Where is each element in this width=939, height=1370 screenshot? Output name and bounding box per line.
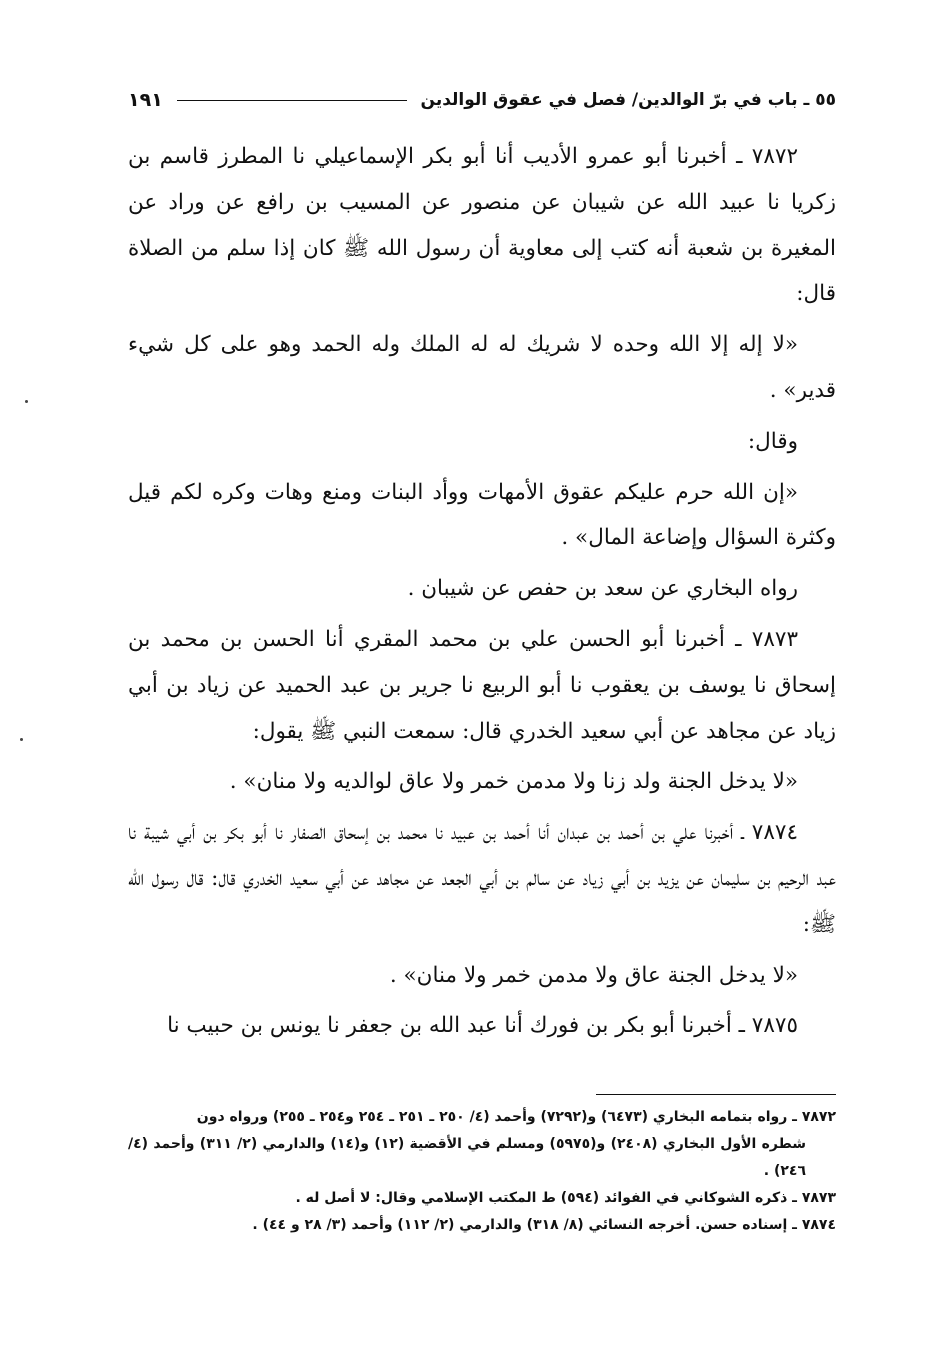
main-text (128, 134, 836, 1049)
hadith-7874: ٧٨٧٤ ـ أخبرنا علي بن أحمد بن عبدان أنا أحمد بن عبيد نا محمد بن إسحاق الصفار نا أبو بكر بن أبي شيبة نا عبد الرحيم بن سليمان عن يزيد بن أبي زياد عن سالم بن أبي الجعد عن مجاهد عن أبي سعيد الخدري قال: قال رسول الله ﷺ: (128, 820, 836, 937)
footnote-7873: ٧٨٧٣ ـ ذكره الشوكاني في الفوائد (٥٩٤) ط المكتب الإسلامي وقال: لا أصل له . (295, 1190, 836, 1206)
quote-la-yadkhul-1: «لا يدخل الجنة ولد زنا ولا مدمن خمر ولا عاق لوالديه ولا منان» . (229, 769, 798, 795)
header-rule (177, 100, 407, 101)
scan-speck (20, 738, 23, 741)
wa-qal: وقال: (747, 428, 798, 454)
footnote-7872: ٧٨٧٢ ـ رواه بتمامه البخاري (٦٤٧٣) و(٧٢٩٢) وأحمد (٤/ ٢٥٠ ـ ٢٥١ ـ ٢٥٤ و٢٥٤ ـ ٢٥٥) ورواه دون (196, 1109, 836, 1125)
page-number: ١٩١ (128, 89, 163, 111)
hadith-7872: ٧٨٧٢ ـ أخبرنا أبو عمرو الأديب أنا أبو بكر الإسماعيلي نا المطرز قاسم بن زكريا نا عبيد الله عن شيبان عن منصور عن المسيب بن رافع عن وراد عن المغيرة بن شعبة أنه كتب إلى معاوية أن رسول الله ﷺ كان إذا سلم من الصلاة قال: (128, 144, 836, 307)
quote-tahlil: «لا إله إلا الله وحده لا شريك له له الملك وله الحمد وهو على كل شيء قدير» . (128, 332, 836, 403)
header-title: ٥٥ ـ باب في برّ الوالدين/ فصل في عقوق الوالدين (420, 90, 836, 110)
footnote-rule (596, 1094, 836, 1095)
scan-speck (25, 400, 28, 403)
rawahu-bukhari: رواه البخاري عن سعد بن حفص عن شيبان . (407, 576, 798, 602)
footnotes (128, 1104, 836, 1239)
hadith-7875: ٧٨٧٥ ـ أخبرنا أبو بكر بن فورك أنا عبد الله بن جعفر نا يونس بن حبيب نا (167, 1013, 798, 1039)
hadith-7873: ٧٨٧٣ ـ أخبرنا أبو الحسن علي بن محمد المقري أنا الحسن بن محمد بن إسحاق نا يوسف بن يعقوب نا أبو الربيع نا جرير بن عبد الحميد عن زياد بن أبي زياد عن مجاهد عن أبي سعيد الخدري قال: سمعت النبي ﷺ يقول: (128, 626, 836, 744)
running-header (128, 84, 836, 116)
quote-uquq: «إن الله حرم عليكم عقوق الأمهات ووأد البنات ومنع وهات وكره لكم قيل وكثرة السؤال وإضاعة المال» . (128, 479, 836, 551)
footnote-7872-continued: شطره الأول البخاري (٢٤٠٨) و(٥٩٧٥) ومسلم في الأقضية (١٢) و(١٤) والدارمي (٢/ ٣١١) وأحمد (٤/ ٢٤٦) . (128, 1136, 807, 1179)
footnote-7874: ٧٨٧٤ ـ إسناده حسن. أخرجه النسائي (٨/ ٣١٨) والدارمي (٢/ ١١٢) وأحمد (٣/ ٢٨ و ٤٤) . (252, 1217, 836, 1233)
quote-la-yadkhul-2: «لا يدخل الجنة عاق ولا مدمن خمر ولا منان» . (389, 962, 798, 988)
